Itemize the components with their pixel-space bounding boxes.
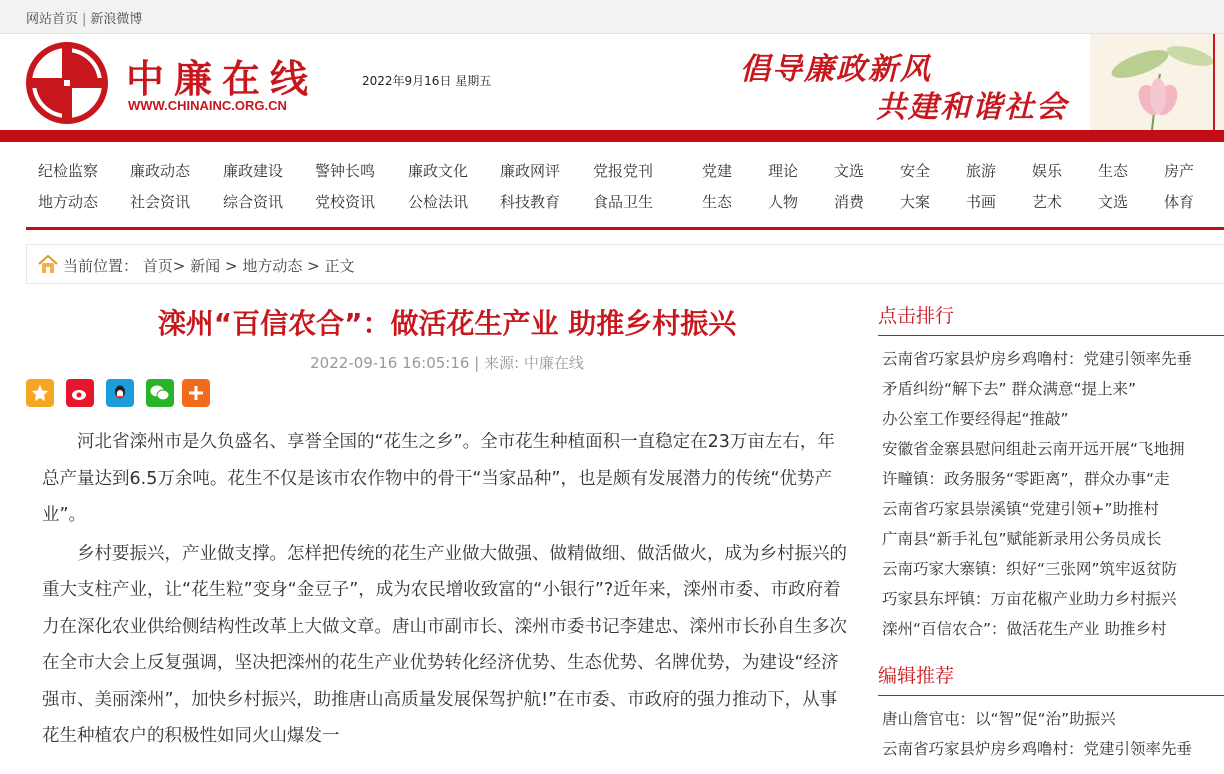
nav-item[interactable]: 地方动态: [38, 193, 99, 211]
nav-item[interactable]: 书画: [966, 193, 997, 211]
hot-ranking-title: 点击排行: [878, 296, 1224, 336]
nav-item[interactable]: 党校资讯: [315, 193, 376, 211]
nav-item[interactable]: 党报党刊: [593, 162, 654, 180]
list-item[interactable]: 办公室工作要经得起“推敲”: [882, 410, 1069, 428]
editor-picks-list: [878, 696, 1224, 764]
nav-item[interactable]: 廉政建设: [223, 162, 284, 180]
nav-item[interactable]: 社会资讯: [130, 193, 191, 211]
breadcrumb: [26, 244, 1224, 284]
nav-item[interactable]: 警钟长鸣: [315, 162, 376, 180]
nav-item[interactable]: 公检法讯: [408, 193, 469, 211]
nav-item[interactable]: 文选: [834, 162, 865, 180]
wechat-icon[interactable]: [146, 379, 174, 407]
home-link[interactable]: 网站首页: [26, 12, 79, 27]
nav-item[interactable]: 文选: [1098, 193, 1129, 211]
nav-item[interactable]: 生态: [1098, 162, 1129, 180]
breadcrumb-separator: >: [224, 257, 238, 275]
article-paragraph: 河北省滦州市是久负盛名、享誉全国的“花生之乡”。全市花生种植面积一直稳定在23万亩左右，年总产量达到6.5万余吨。花生不仅是该市农作物中的骨干“当家品种”，也是颇有发展潜力的传统“优势产业”。: [42, 432, 835, 525]
top-links: [26, 8, 142, 27]
list-item[interactable]: 安徽省金寨县慰问组赴云南开远开展“飞地拥: [882, 440, 1185, 458]
top-bar: [0, 0, 1224, 34]
nav-item[interactable]: 体育: [1164, 193, 1195, 211]
weibo-link[interactable]: 新浪微博: [90, 12, 143, 27]
nav-item[interactable]: 综合资讯: [223, 193, 284, 211]
nav-item[interactable]: 大案: [900, 193, 931, 211]
nav-item[interactable]: 理论: [768, 162, 799, 180]
nav-item[interactable]: 安全: [900, 162, 931, 180]
logo-text[interactable]: 中廉在线: [126, 56, 319, 101]
slogan-line-2: 共建和谐社会: [876, 90, 1068, 125]
nav-item[interactable]: 娱乐: [1032, 162, 1063, 180]
nav-item[interactable]: 房产: [1164, 162, 1195, 180]
list-item[interactable]: 矛盾纠纷“解下去” 群众满意“提上来”: [882, 380, 1137, 398]
nav-item[interactable]: 廉政网评: [500, 162, 561, 180]
main-nav: [26, 142, 1224, 230]
nav-item[interactable]: 生态: [702, 193, 733, 211]
nav-item[interactable]: 消费: [834, 193, 865, 211]
nav-item[interactable]: 人物: [768, 193, 799, 211]
nav-item[interactable]: 食品卫生: [593, 193, 654, 211]
nav-item[interactable]: 廉政动态: [130, 162, 191, 180]
nav-item[interactable]: 旅游: [966, 162, 997, 180]
site-header: [0, 34, 1224, 130]
list-item[interactable]: 云南省巧家县崇溪镇“党建引领+”助推村: [882, 500, 1160, 518]
home-icon: [37, 254, 59, 274]
article-paragraph: 乡村要振兴，产业做支撑。怎样把传统的花生产业做大做强、做精做细、做活做火，成为乡村振兴的重大支柱产业，让“花生粒”变身“金豆子”，成为农民增收致富的“小银行”?近年来，滦州市委、市政府着力在深化农业供给侧结构性改革上大做文章。唐山市副市长、滦州市委书记李建忠、滦州市长孙自生多次在全市大会上反复强调，坚决把滦州的花生产业优势转化经济优势、生态优势、名牌优势，为建设“经济强市、美丽滦州”，加快乡村振兴，助推唐山高质量发展保驾护航!”在市委、市政府的强力推动下，从事花生种植农户的积极性如同火山爆发一: [42, 543, 847, 746]
logo-icon[interactable]: [26, 42, 108, 124]
breadcrumb-home[interactable]: 首页>: [142, 257, 186, 275]
list-item[interactable]: 巧家县东坪镇：万亩花椒产业助力乡村振兴: [882, 590, 1177, 608]
slogan-line-1: 倡导廉政新风: [740, 52, 932, 87]
list-item[interactable]: 云南省巧家县炉房乡鸡噜村：党建引领率先垂: [882, 350, 1193, 368]
current-date: 2022年9月16日 星期五: [362, 74, 492, 88]
nav-item[interactable]: 党建: [702, 162, 733, 180]
lotus-decoration-icon: [1090, 34, 1224, 130]
breadcrumb-prefix: 当前位置：: [63, 257, 139, 275]
header-red-bar: [0, 130, 1224, 142]
list-item[interactable]: 广南县“新手礼包”赋能新录用公务员成长: [882, 530, 1162, 548]
top-links-separator: |: [82, 12, 87, 27]
nav-item[interactable]: 廉政文化: [408, 162, 469, 180]
breadcrumb-separator: >: [307, 257, 320, 275]
breadcrumb-current: 正文: [324, 257, 355, 275]
editor-picks-title: 编辑推荐: [878, 656, 1224, 696]
more-share-icon[interactable]: [182, 379, 210, 407]
list-item[interactable]: 云南省巧家县炉房乡鸡噜村：党建引领率先垂: [882, 740, 1193, 758]
hot-ranking-list: [878, 336, 1224, 644]
sidebar: [878, 296, 1224, 764]
breadcrumb-text: [63, 255, 354, 276]
breadcrumb-section[interactable]: 地方动态: [242, 257, 303, 275]
qq-icon[interactable]: [106, 379, 134, 407]
list-item[interactable]: 滦州“百信农合”：做活花生产业 助推乡村: [882, 620, 1167, 638]
editor-picks: [878, 656, 1224, 764]
breadcrumb-news[interactable]: 新闻: [190, 257, 221, 275]
favorite-icon[interactable]: [26, 379, 54, 407]
list-item[interactable]: 唐山詹官屯：以“智”促“治”助振兴: [882, 710, 1116, 728]
article-meta: 2022-09-16 16:05:16 | 来源: 中廉在线: [310, 354, 584, 372]
article-body: [42, 424, 852, 757]
list-item[interactable]: 许疃镇：政务服务“零距离”，群众办事“走: [882, 470, 1170, 488]
weibo-icon[interactable]: [66, 379, 94, 407]
nav-item[interactable]: 科技教育: [500, 193, 561, 211]
list-item[interactable]: 云南巧家大寨镇：织好“三张网”筑牢返贫防: [882, 560, 1178, 578]
nav-item[interactable]: 纪检监察: [38, 162, 99, 180]
article-title: 滦州“百信农合”：做活花生产业 助推乡村振兴: [157, 307, 737, 340]
nav-item[interactable]: 艺术: [1032, 193, 1063, 211]
logo-url: WWW.CHINAINC.ORG.CN: [128, 98, 287, 113]
